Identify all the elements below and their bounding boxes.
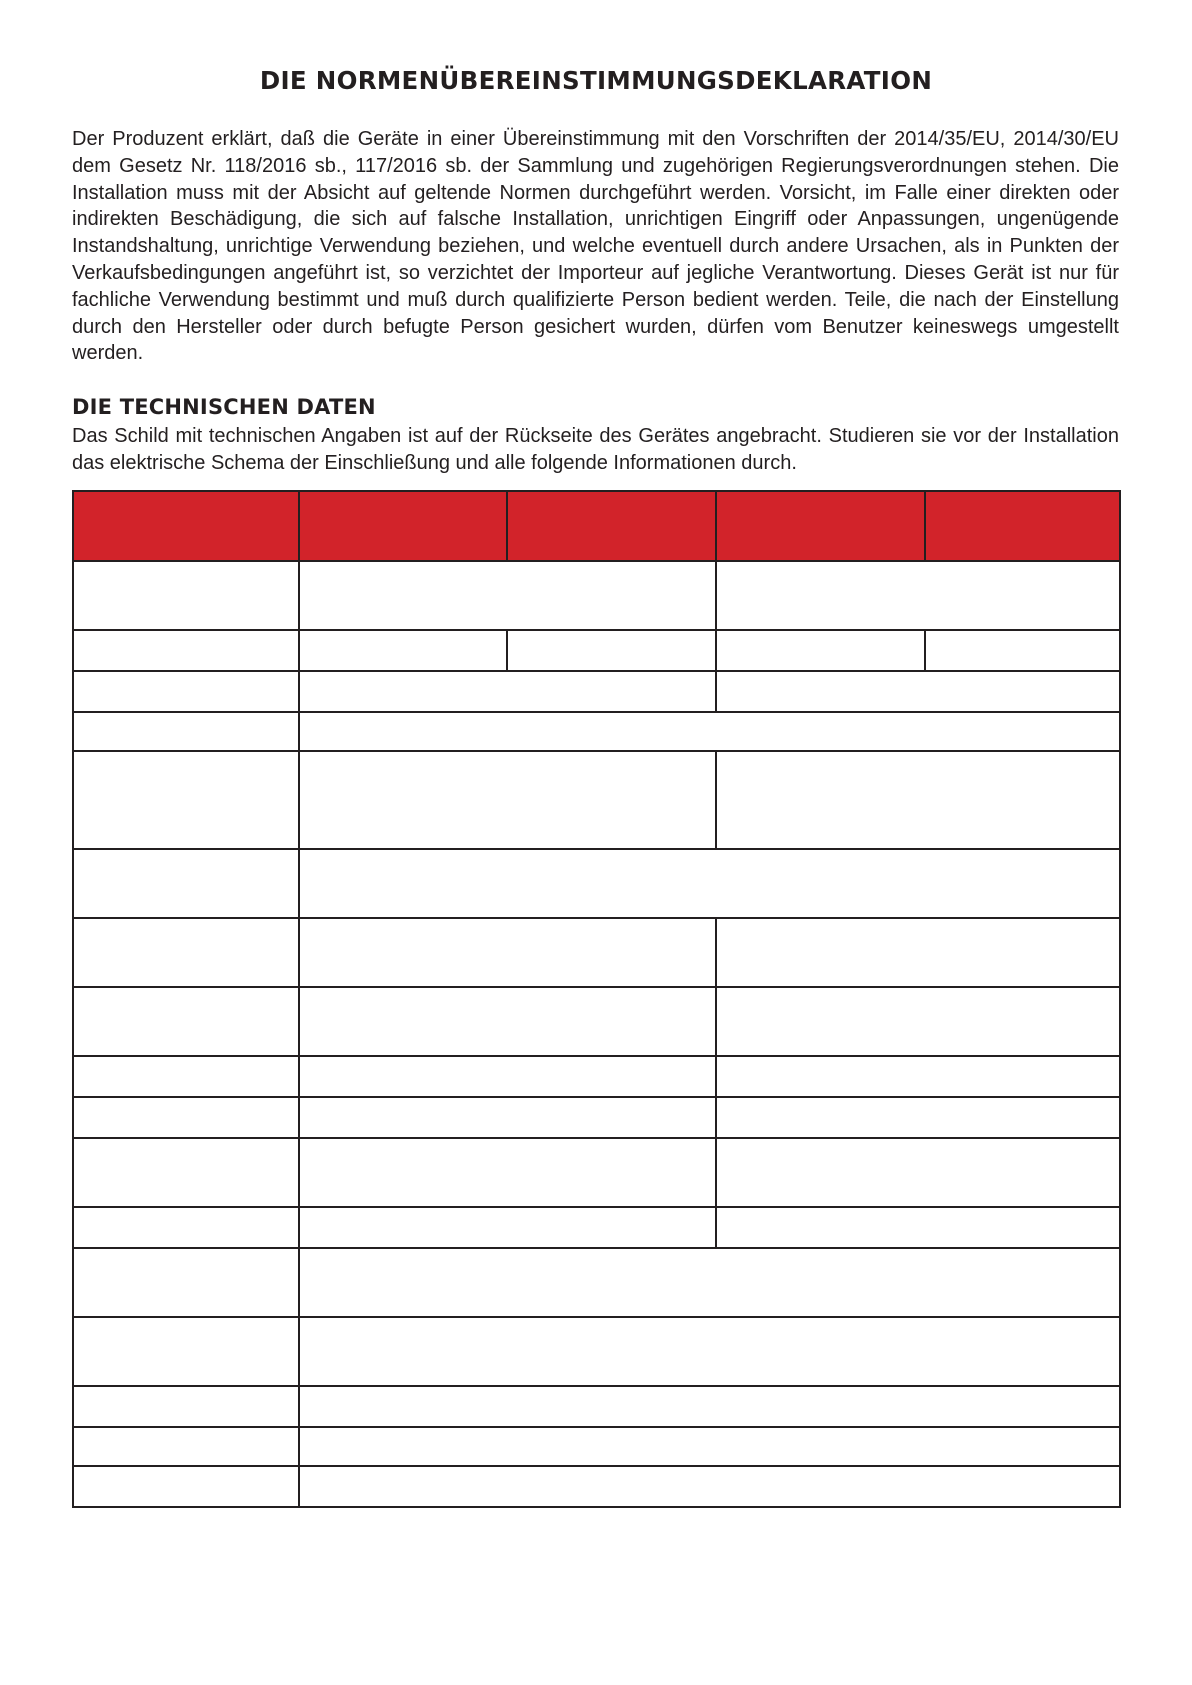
table-cell bbox=[299, 1056, 716, 1097]
table-cell bbox=[73, 630, 299, 671]
table-cell bbox=[299, 712, 1120, 751]
table-header-cell bbox=[507, 491, 716, 561]
table-row bbox=[73, 849, 1120, 918]
table-cell bbox=[716, 671, 1120, 712]
table-cell bbox=[299, 1248, 1120, 1317]
table-cell bbox=[73, 1056, 299, 1097]
table-row bbox=[73, 630, 1120, 671]
table-cell bbox=[716, 1138, 1120, 1207]
table-cell bbox=[73, 751, 299, 849]
table-cell bbox=[299, 1466, 1120, 1507]
table-row bbox=[73, 1386, 1120, 1427]
table-cell bbox=[716, 630, 925, 671]
table-row bbox=[73, 561, 1120, 630]
table-cell bbox=[299, 630, 507, 671]
table-row bbox=[73, 1248, 1120, 1317]
table-cell bbox=[299, 1317, 1120, 1386]
table-row bbox=[73, 987, 1120, 1056]
table-cell bbox=[507, 630, 716, 671]
table-cell bbox=[73, 1386, 299, 1427]
table-cell bbox=[299, 1097, 716, 1138]
table-cell bbox=[73, 1097, 299, 1138]
table-cell bbox=[73, 918, 299, 987]
table-row bbox=[73, 1097, 1120, 1138]
table-header-cell bbox=[73, 491, 299, 561]
table-cell bbox=[73, 1427, 299, 1466]
table-cell bbox=[925, 630, 1120, 671]
table-row bbox=[73, 1207, 1120, 1248]
table-cell bbox=[299, 1386, 1120, 1427]
table-cell bbox=[73, 712, 299, 751]
table-header-row bbox=[73, 491, 1120, 561]
declaration-text: Der Produzent erklärt, daß die Geräte in einer Übereinstimmung mit den Vorschriften der 2014/35/EU, 2014/30/EU dem Gesetz Nr. 118/2016 sb., 117/2016 sb. der Sammlung und zugehörigen Regierungsverordnungen stehen. Die Installation muss mit der Absicht auf geltende Normen durchgeführt werden. Vorsicht, im Falle einer direkten oder indirekten Beschädigung, die sich auf falsche Installation, unrichtigen Eingriff oder Anpassungen, ungenügende Instandshaltung, unrichtige Verwendung beziehen, und welche eventuell durch andere Ursachen, als in Punkten der Verkaufsbedingungen angeführt ist, so verzichtet der Importeur auf jegliche Verantwortung. Dieses Gerät ist nur für fachliche Verwendung bestimmt und muß durch qualifizierte Person bedient werden. Teile, die nach der Einstellung durch den Hersteller oder durch befugte Person gesichert wurden, dürfen vom Benutzer keineswegs umgestellt werden. bbox=[72, 128, 1119, 365]
table-row bbox=[73, 1138, 1120, 1207]
table-cell bbox=[716, 561, 1120, 630]
table-row bbox=[73, 1466, 1120, 1507]
table-cell bbox=[716, 751, 1120, 849]
table-cell bbox=[716, 1207, 1120, 1248]
table-row bbox=[73, 671, 1120, 712]
table-cell bbox=[299, 918, 716, 987]
table-header-cell bbox=[299, 491, 507, 561]
table-cell bbox=[299, 561, 716, 630]
table-cell bbox=[73, 561, 299, 630]
table-cell bbox=[299, 1427, 1120, 1466]
table-cell bbox=[299, 671, 716, 712]
table-row bbox=[73, 1317, 1120, 1386]
table-cell bbox=[716, 918, 1120, 987]
table-cell bbox=[73, 1138, 299, 1207]
table-cell bbox=[73, 1207, 299, 1248]
table-row bbox=[73, 1427, 1120, 1466]
table-cell bbox=[73, 1248, 299, 1317]
table-header-cell bbox=[925, 491, 1120, 561]
table-cell bbox=[716, 1056, 1120, 1097]
table-row bbox=[73, 1056, 1120, 1097]
table-cell bbox=[716, 1097, 1120, 1138]
table-cell bbox=[299, 987, 716, 1056]
table-cell bbox=[299, 1138, 716, 1207]
table-cell bbox=[716, 987, 1120, 1056]
table-cell bbox=[73, 671, 299, 712]
table-cell bbox=[73, 1317, 299, 1386]
table-cell bbox=[73, 987, 299, 1056]
table-cell bbox=[299, 751, 716, 849]
technical-data-heading: DIE TECHNISCHEN DATEN bbox=[72, 395, 376, 419]
table-header-cell bbox=[716, 491, 925, 561]
page-title: DIE NORMENÜBEREINSTIMMUNGSDEKLARATION bbox=[259, 66, 933, 95]
technical-data-table bbox=[72, 490, 1121, 1508]
table-row bbox=[73, 712, 1120, 751]
table-cell bbox=[73, 849, 299, 918]
table-cell bbox=[73, 1466, 299, 1507]
technical-data-text: Das Schild mit technischen Angaben ist auf der Rückseite des Gerätes angebracht. Studieren sie vor der Installation das elektrische Schema der Einschließung und alle folgende Informationen durch. bbox=[72, 425, 1119, 474]
table-cell bbox=[299, 849, 1120, 918]
table-row bbox=[73, 918, 1120, 987]
table-cell bbox=[299, 1207, 716, 1248]
table-row bbox=[73, 751, 1120, 849]
